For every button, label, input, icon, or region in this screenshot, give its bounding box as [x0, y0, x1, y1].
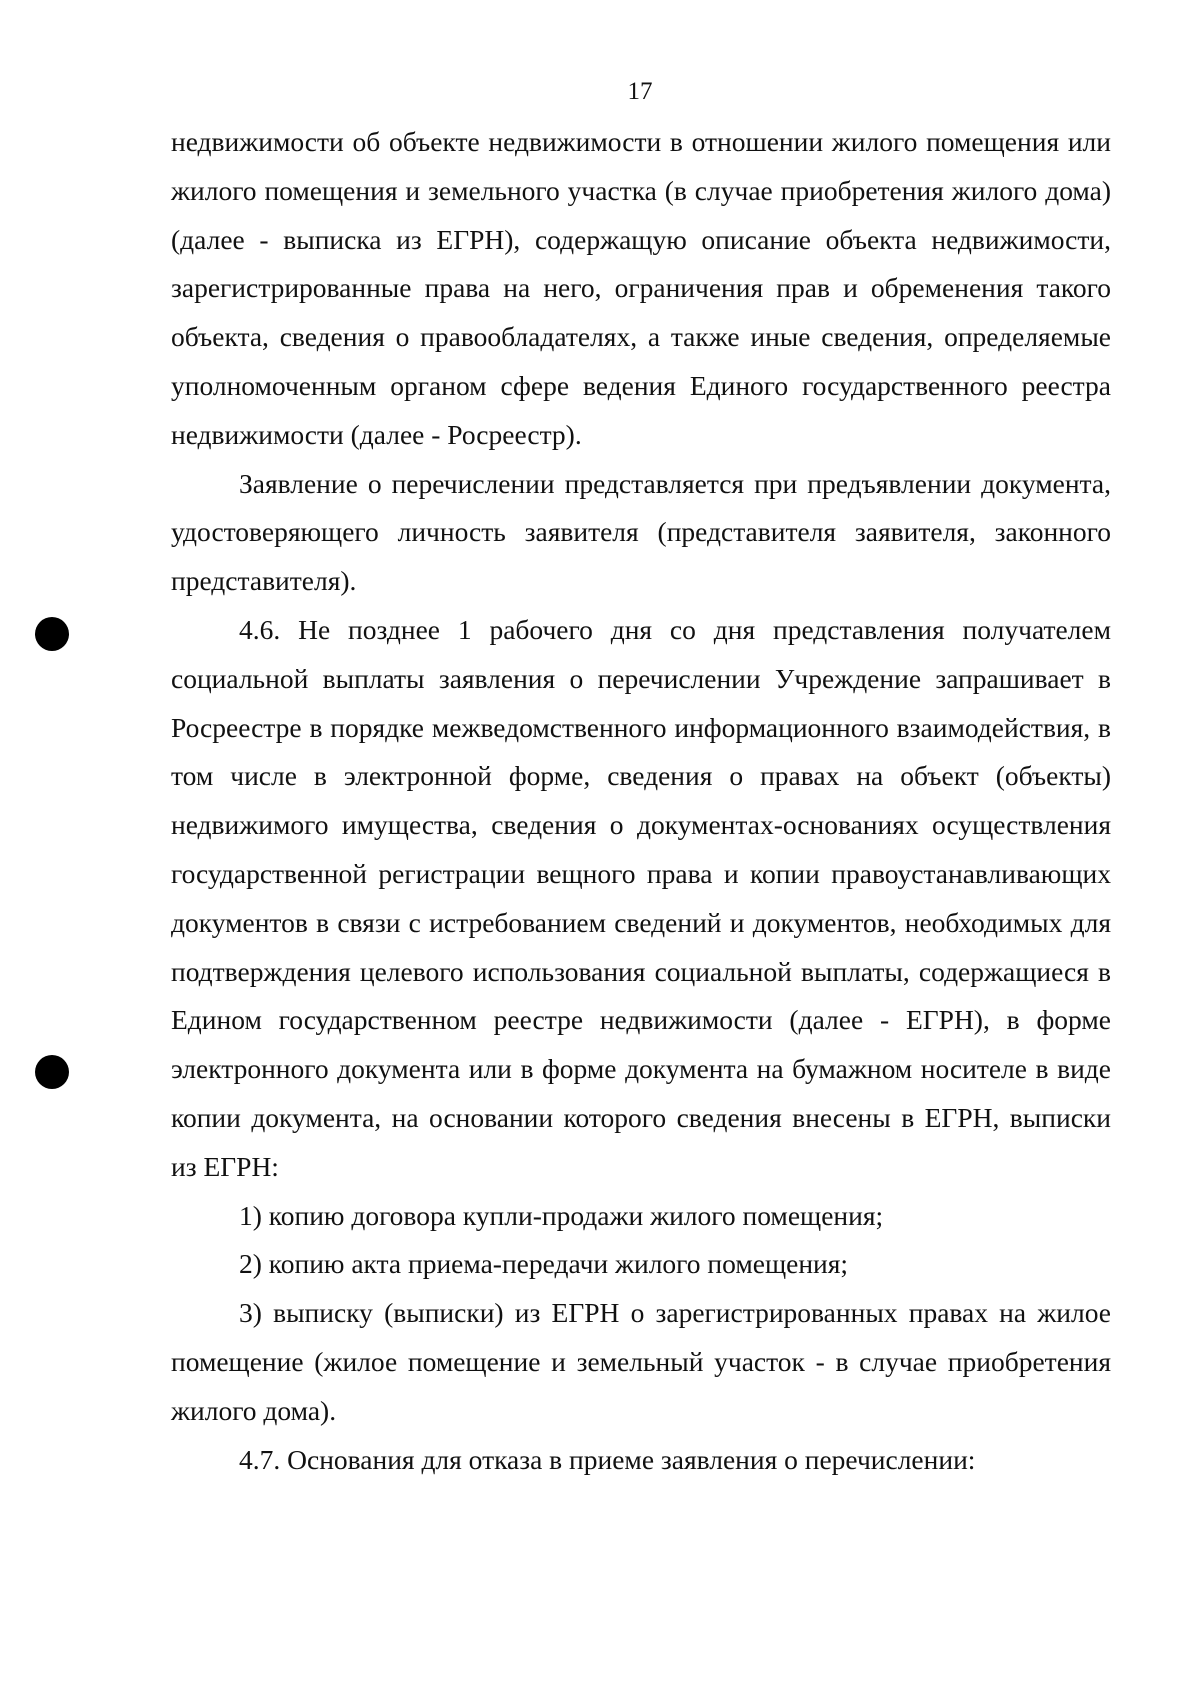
page-number: 17 [627, 78, 653, 105]
paragraph-application-submission: Заявление о перечислении представляется при предъявлении документа, удостоверяющего личность заявителя (представителя заявителя, законного представителя). [171, 467, 1111, 597]
punch-hole-bottom [35, 1055, 69, 1089]
list-item-1: 1) копию договора купли-продажи жилого помещения; [239, 1199, 884, 1231]
punch-hole-top [35, 617, 69, 651]
paragraph-4-7: 4.7. Основания для отказа в приеме заявления о перечислении: [239, 1443, 976, 1475]
list-item-2: 2) копию акта приема-передачи жилого помещения; [239, 1248, 849, 1280]
paragraph-4-6: 4.6. Не позднее 1 рабочего дня со дня представления получателем социальной выплаты заявления о перечислении Учреждение запрашивает в Росреестре в порядке межведомственного информационного взаимодействия, в том числе в электронной форме, сведения о правах на объект (объекты) недвижимого имущества, сведения о документах-основаниях осуществления государственной регистрации вещного права и копии правоустанавливающих документов в связи с истребованием сведений и документов, необходимых для подтверждения целевого использования социальной выплаты, содержащиеся в Едином государственном реестре недвижимости (далее - ЕГРН), в форме электронного документа или в форме документа на бумажном носителе в виде копии документа, на основании которого сведения внесены в ЕГРН, выписки из ЕГРН: [171, 613, 1111, 1182]
paragraph-continuation: недвижимости об объекте недвижимости в отношении жилого помещения или жилого помещения и земельного участка (в случае приобретения жилого дома) (далее - выписка из ЕГРН), содержащую описание объекта недвижимости, зарегистрированные права на него, ограничения прав и обременения такого объекта, сведения о правообладателях, а также иные сведения, определяемые уполномоченным органом сфере ведения Единого государственного реестра недвижимости (далее - Росреестр). [171, 126, 1111, 450]
list-item-3: 3) выписку (выписки) из ЕГРН о зарегистрированных правах на жилое помещение (жилое помещение и земельный участок - в случае приобретения жилого дома). [171, 1297, 1111, 1426]
document-body [171, 118, 1111, 1484]
